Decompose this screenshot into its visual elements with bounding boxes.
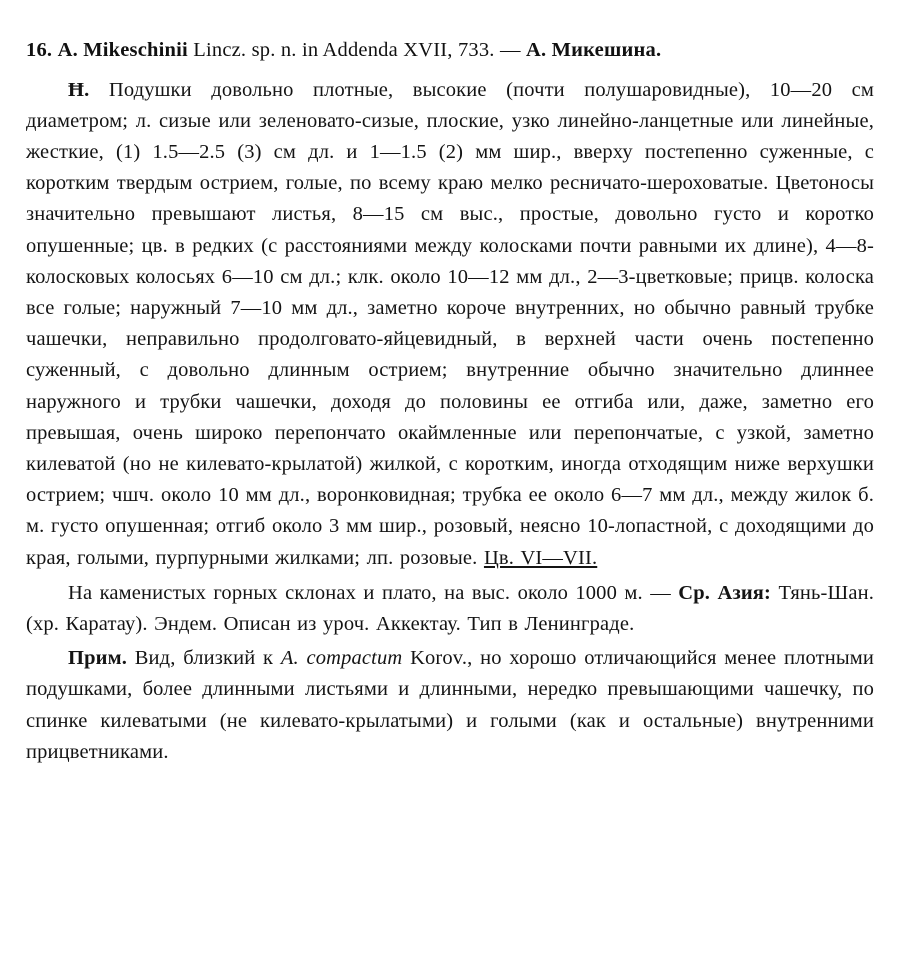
species-russian-name: A. Микешина. <box>525 38 662 61</box>
related-species-name: A. compactum <box>280 647 403 670</box>
habitat-paragraph <box>26 578 874 640</box>
flowering-period: Цв. VI—VII. <box>483 546 598 569</box>
related-species-author: Korov. <box>410 647 468 670</box>
description-text: Подушки довольно плотные, высокие (почти полушаровидные), 10—20 см диаметром; л. сизые или зеленовато-сизые, плоские, узко линейно-ланцетные или линейные, жесткие, (1) 1.5—2.5 (3) см дл. и 1—1.5 (2) мм шир., вверху постепенно суженные, с коротким твердым острием, голые, по всему краю мелко ресничато-шероховатые. Цветоносы значительно превышают листья, 8—15 см выс., простые, довольно густо и коротко опушенные; цв. в редких (с расстояниями между колосками почти равными их длине), 4—8-колосковых колосьях 6—10 см дл.; клк. около 10—12 мм дл., 2—3-цветковые; прицв. колоска все голые; наружный 7—10 мм дл., заметно короче внутренних, но обычно равный трубке чашечки, неправильно продолговато-яйцевидный, в верхней части очень постепенно суженный, с довольно длинным острием; внутренние обычно значительно длиннее наружного и трубки чашечки, доходя до половины ее отгиба или, даже, заметно его превышая, очень широко перепончато окаймленные или перепончатые, с узкой, заметно килеватой (но не килевато-крылатой) жилкой, с коротким, иногда отходящим ниже верхушки острием; чшч. около 10 мм дл., воронковидная; трубка ее около 6—7 мм дл., между жилок б. м. густо опушенная; отгиб около 3 мм шир., розовый, неясно 10-лопастной, с доходящими до края, голыми, пурпурными жилками; лп. розовые. <box>26 78 874 569</box>
note-label: Прим. <box>68 647 127 670</box>
region-label: Ср. Азия: <box>678 581 772 604</box>
life-form-symbol: Ħ. <box>68 78 90 101</box>
note-text-before: Вид, близкий к <box>134 647 274 670</box>
species-heading <box>26 35 874 65</box>
habitat-text: На каменистых горных склонах и плато, на выс. около 1000 м. — <box>68 581 671 604</box>
note-paragraph <box>26 643 874 768</box>
entry-number: 16. <box>26 38 53 61</box>
region-text: Тянь-Шан. (хр. Каратау). Эндем. Описан из уроч. Аккектау. Тип в Ленинграде. <box>26 581 874 635</box>
species-author-reference: Lincz. sp. n. in Addenda XVII, 733. — <box>193 38 521 61</box>
species-description <box>26 75 874 574</box>
note-text-after: , но хорошо отличающийся менее плотными подушками, более длинными листьями и длинными, нередко превышающими чашечку, по спинке килеватыми (не килевато-крылатыми) и голыми (как и остальные) внутренними прицветниками. <box>26 647 874 763</box>
species-name: A. Mikeschinii <box>57 38 188 61</box>
